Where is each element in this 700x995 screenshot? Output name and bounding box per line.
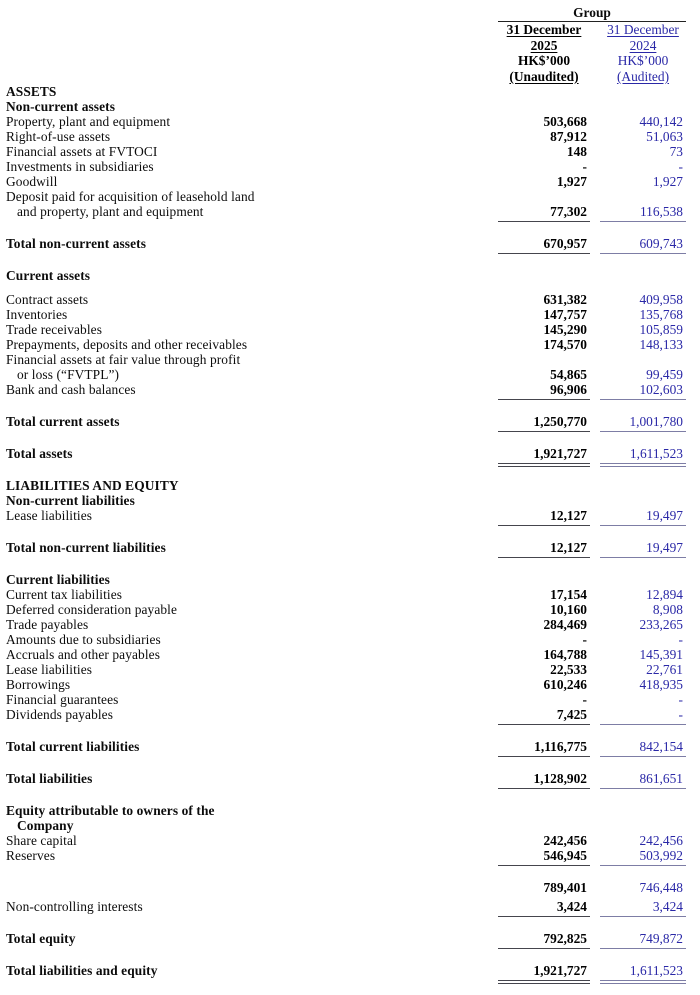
statement-rows — [6, 84, 686, 981]
row-label: Goodwill — [6, 174, 58, 190]
row-label: Lease liabilities — [6, 508, 93, 524]
row-label: Bank and cash balances — [6, 382, 136, 398]
value-2024: 746,448 — [639, 880, 683, 896]
table-row — [6, 84, 686, 99]
col-2025-year: 2025 — [530, 37, 558, 53]
value-2025: 3,424 — [498, 899, 590, 917]
table-row — [6, 771, 686, 789]
table-row — [6, 414, 686, 432]
table-row — [6, 382, 686, 400]
table-row — [6, 129, 686, 144]
value-2024: 116,538 — [600, 204, 686, 222]
value-2024: 99,459 — [646, 367, 683, 383]
row-label: LIABILITIES AND EQUITY — [6, 478, 179, 494]
header-status-row — [6, 69, 686, 85]
value-2025: 792,825 — [498, 931, 590, 949]
table-row — [6, 833, 686, 848]
table-row — [6, 899, 686, 917]
value-2024: 1,611,523 — [600, 446, 686, 464]
table-row — [6, 114, 686, 129]
value-2024: 749,872 — [600, 931, 686, 949]
row-label: or loss (“FVTPL”) — [17, 367, 120, 383]
value-2024: 842,154 — [600, 739, 686, 757]
value-2025: 610,246 — [543, 677, 587, 693]
row-label: Deferred consideration payable — [6, 602, 178, 618]
col-2025-status: (Unaudited) — [509, 68, 579, 84]
table-row — [6, 662, 686, 677]
row-label: Financial assets at FVTOCI — [6, 144, 158, 160]
value-2024: - — [600, 707, 686, 725]
value-2025: 12,127 — [498, 540, 590, 558]
row-label: Inventories — [6, 307, 68, 323]
value-2025: 148 — [566, 144, 587, 160]
value-2025: 1,921,727 — [498, 963, 590, 981]
value-2024: - — [678, 692, 683, 708]
row-label: Current tax liabilities — [6, 587, 123, 603]
row-label: and property, plant and equipment — [17, 204, 204, 220]
row-label: Property, plant and equipment — [6, 114, 171, 130]
value-2025: 242,456 — [543, 833, 587, 849]
value-2025: - — [582, 632, 587, 648]
value-2025: 1,116,775 — [498, 739, 590, 757]
value-2024: - — [678, 632, 683, 648]
value-2025: 503,668 — [543, 114, 587, 130]
row-label: Dividends payables — [6, 707, 114, 723]
table-row — [6, 572, 686, 587]
value-2024: 3,424 — [600, 899, 686, 917]
table-row — [6, 99, 686, 114]
value-2025: - — [582, 692, 587, 708]
value-2025: 1,128,902 — [498, 771, 590, 789]
table-row — [6, 478, 686, 493]
table-row — [6, 446, 686, 464]
value-2025: 1,250,770 — [498, 414, 590, 432]
table-row — [6, 159, 686, 174]
value-2025: 147,757 — [543, 307, 587, 323]
header-currency-row — [6, 53, 686, 69]
table-row — [6, 677, 686, 692]
value-2024: 8,908 — [652, 602, 683, 618]
value-2024: 145,391 — [639, 647, 683, 663]
col-2024-date: 31 December — [607, 22, 679, 37]
row-label: Total liabilities and equity — [6, 963, 158, 979]
table-row — [6, 508, 686, 526]
value-2025: 77,302 — [498, 204, 590, 222]
value-2025: 17,154 — [550, 587, 587, 603]
row-label: Equity attributable to owners of the — [6, 803, 215, 819]
table-row — [6, 204, 686, 222]
col-2024-currency: HK$’000 — [617, 53, 669, 69]
row-label: Total non-current assets — [6, 236, 147, 252]
value-2025: 10,160 — [550, 602, 587, 618]
row-label: Total current liabilities — [6, 739, 140, 755]
value-2024: 1,611,523 — [600, 963, 686, 981]
table-row — [6, 617, 686, 632]
value-2025: 145,290 — [543, 322, 587, 338]
value-2025: 1,921,727 — [498, 446, 590, 464]
table-row — [6, 322, 686, 337]
row-label: Non-controlling interests — [6, 899, 143, 915]
value-2024: 861,651 — [600, 771, 686, 789]
row-label: Borrowings — [6, 677, 71, 693]
value-2024: 1,001,780 — [600, 414, 686, 432]
value-2025: 164,788 — [543, 647, 587, 663]
value-2024: 12,894 — [646, 587, 683, 603]
row-label: Amounts due to subsidiaries — [6, 632, 161, 648]
value-2025: 174,570 — [543, 337, 587, 353]
table-row — [6, 236, 686, 254]
value-2025: 22,533 — [550, 662, 587, 678]
value-2024: 73 — [669, 144, 683, 160]
table-row — [6, 189, 686, 204]
row-label: Total equity — [6, 931, 76, 947]
row-label: Prepayments, deposits and other receivables — [6, 337, 248, 353]
value-2025: 87,912 — [550, 129, 587, 145]
row-label: Financial assets at fair value through profit — [6, 352, 241, 368]
value-2025: - — [582, 159, 587, 175]
table-row — [6, 963, 686, 981]
value-2024: 22,761 — [646, 662, 683, 678]
table-row — [6, 292, 686, 307]
header-year-row — [6, 38, 686, 54]
value-2024: 609,743 — [600, 236, 686, 254]
table-row — [6, 707, 686, 725]
table-row — [6, 174, 686, 189]
value-2025: 789,401 — [543, 880, 587, 896]
row-label: Financial guarantees — [6, 692, 119, 708]
row-label: Total non-current liabilities — [6, 540, 166, 556]
row-label: ASSETS — [6, 84, 57, 100]
table-row — [6, 587, 686, 602]
value-2024: 51,063 — [646, 129, 683, 145]
row-label: Trade payables — [6, 617, 89, 633]
row-label: Current assets — [6, 268, 91, 284]
value-2025: 7,425 — [498, 707, 590, 725]
table-row — [6, 931, 686, 949]
table-row — [6, 692, 686, 707]
value-2025: 670,957 — [498, 236, 590, 254]
table-row — [6, 493, 686, 508]
row-label: Right-of-use assets — [6, 129, 111, 145]
table-row — [6, 144, 686, 159]
row-label: Trade receivables — [6, 322, 103, 338]
col-2024-status: (Audited) — [616, 68, 670, 84]
table-row — [6, 367, 686, 382]
value-2024: 242,456 — [639, 833, 683, 849]
value-2024: - — [678, 159, 683, 175]
row-label: Share capital — [6, 833, 77, 849]
table-row — [6, 632, 686, 647]
col-2024-year: 2024 — [629, 37, 657, 53]
row-label: Accruals and other payables — [6, 647, 161, 663]
table-row — [6, 337, 686, 352]
col-2025-date: 31 December — [506, 22, 582, 37]
row-label: Investments in subsidiaries — [6, 159, 154, 175]
col-2025-currency: HK$’000 — [517, 53, 571, 69]
value-2025: 284,469 — [543, 617, 587, 633]
value-2024: 503,992 — [600, 848, 686, 866]
value-2024: 148,133 — [639, 337, 683, 353]
value-2024: 1,927 — [652, 174, 683, 190]
row-label: Non-current assets — [6, 99, 116, 115]
value-2024: 440,142 — [639, 114, 683, 130]
row-label: Company — [17, 818, 74, 834]
value-2024: 135,768 — [639, 307, 683, 323]
table-row — [6, 352, 686, 367]
group-header-row — [6, 5, 686, 22]
table-row — [6, 880, 686, 895]
table-row — [6, 739, 686, 757]
table-row — [6, 602, 686, 617]
row-label: Non-current liabilities — [6, 493, 135, 509]
row-label: Lease liabilities — [6, 662, 93, 678]
value-2025: 96,906 — [498, 382, 590, 400]
table-row — [6, 307, 686, 322]
header-date-row — [6, 22, 686, 38]
value-2024: 105,859 — [639, 322, 683, 338]
row-label: Contract assets — [6, 292, 89, 308]
value-2025: 54,865 — [550, 367, 587, 383]
table-row — [6, 848, 686, 866]
value-2024: 418,935 — [639, 677, 683, 693]
row-label: Reserves — [6, 848, 56, 864]
value-2025: 631,382 — [543, 292, 587, 308]
table-row — [6, 818, 686, 833]
value-2024: 409,958 — [639, 292, 683, 308]
table-row — [6, 540, 686, 558]
value-2024: 19,497 — [600, 508, 686, 526]
value-2025: 1,927 — [556, 174, 587, 190]
row-label: Deposit paid for acquisition of leasehold land — [6, 189, 255, 205]
group-header-label: Group — [498, 5, 686, 22]
row-label: Current liabilities — [6, 572, 110, 588]
value-2025: 12,127 — [498, 508, 590, 526]
value-2024: 19,497 — [600, 540, 686, 558]
value-2024: 233,265 — [639, 617, 683, 633]
value-2025: 546,945 — [498, 848, 590, 866]
table-row — [6, 268, 686, 283]
row-label: Total liabilities — [6, 771, 93, 787]
table-row — [6, 803, 686, 818]
row-label: Total current assets — [6, 414, 120, 430]
row-label: Total assets — [6, 446, 73, 462]
table-row — [6, 647, 686, 662]
value-2024: 102,603 — [600, 382, 686, 400]
